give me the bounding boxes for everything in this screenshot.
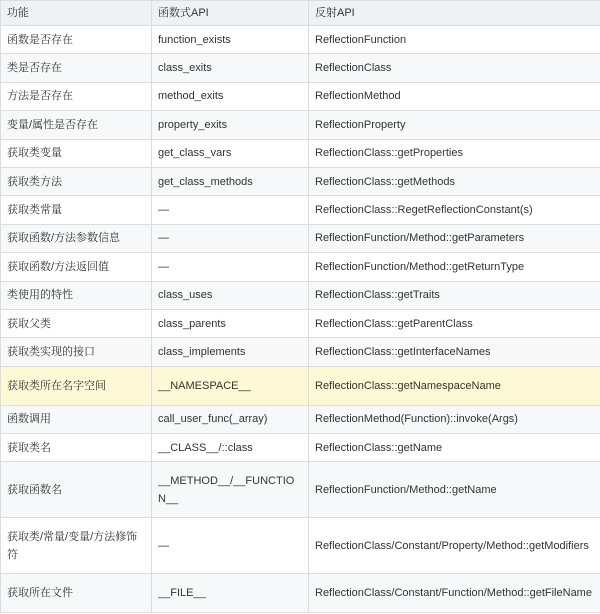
cell-feature: 获取类实现的接口 <box>1 338 152 366</box>
cell-function-api: __FILE__ <box>152 574 309 613</box>
cell-feature: 获取函数/方法返回值 <box>1 253 152 281</box>
cell-function-api: __CLASS__/::class <box>152 434 309 462</box>
table-row <box>1 82 600 110</box>
cell-function-api: — <box>152 518 309 574</box>
cell-reflection-api: ReflectionClass::getInterfaceNames <box>309 338 600 366</box>
cell-reflection-api: ReflectionFunction <box>309 26 600 54</box>
cell-feature: 函数调用 <box>1 405 152 433</box>
header-reflection-api: 反射API <box>309 1 600 26</box>
table-row-highlighted <box>1 366 600 405</box>
cell-function-api: — <box>152 253 309 281</box>
table-row <box>1 574 600 613</box>
cell-function-api: __METHOD__/__FUNCTION__ <box>152 462 309 518</box>
cell-reflection-api: ReflectionMethod <box>309 82 600 110</box>
cell-feature: 获取类名 <box>1 434 152 462</box>
header-row <box>1 1 600 26</box>
cell-feature: 获取类方法 <box>1 167 152 195</box>
cell-reflection-api: ReflectionClass::RegetReflectionConstant(s) <box>309 196 600 224</box>
table-header <box>1 1 600 26</box>
table-row <box>1 224 600 252</box>
table-row <box>1 26 600 54</box>
table-row <box>1 54 600 82</box>
cell-feature: 类使用的特性 <box>1 281 152 309</box>
cell-reflection-api: ReflectionClass/Constant/Function/Method::getFileName <box>309 574 600 613</box>
cell-feature: 获取函数名 <box>1 462 152 518</box>
cell-feature: 获取类所在名字空间 <box>1 366 152 405</box>
cell-function-api: property_exits <box>152 111 309 139</box>
table-row <box>1 139 600 167</box>
cell-feature: 获取类常量 <box>1 196 152 224</box>
cell-function-api: method_exits <box>152 82 309 110</box>
table-row <box>1 434 600 462</box>
cell-function-api: class_implements <box>152 338 309 366</box>
cell-reflection-api: ReflectionFunction/Method::getName <box>309 462 600 518</box>
cell-function-api: __NAMESPACE__ <box>152 366 309 405</box>
cell-feature: 获取类/常量/变量/方法修饰符 <box>1 518 152 574</box>
cell-feature: 函数是否存在 <box>1 26 152 54</box>
header-feature: 功能 <box>1 1 152 26</box>
cell-feature: 方法是否存在 <box>1 82 152 110</box>
cell-feature: 类是否存在 <box>1 54 152 82</box>
cell-function-api: call_user_func(_array) <box>152 405 309 433</box>
cell-function-api: get_class_vars <box>152 139 309 167</box>
table-row <box>1 462 600 518</box>
cell-reflection-api: ReflectionProperty <box>309 111 600 139</box>
table-row <box>1 338 600 366</box>
cell-reflection-api: ReflectionClass/Constant/Property/Method::getModifiers <box>309 518 600 574</box>
cell-function-api: class_uses <box>152 281 309 309</box>
cell-function-api: — <box>152 196 309 224</box>
cell-reflection-api: ReflectionClass::getMethods <box>309 167 600 195</box>
cell-function-api: get_class_methods <box>152 167 309 195</box>
cell-function-api: function_exists <box>152 26 309 54</box>
cell-reflection-api: ReflectionMethod(Function)::invoke(Args) <box>309 405 600 433</box>
cell-function-api: class_exits <box>152 54 309 82</box>
cell-reflection-api: ReflectionClass <box>309 54 600 82</box>
table-row <box>1 196 600 224</box>
cell-feature: 获取类变量 <box>1 139 152 167</box>
table-row <box>1 281 600 309</box>
cell-feature: 获取父类 <box>1 309 152 337</box>
cell-function-api: — <box>152 224 309 252</box>
cell-reflection-api: ReflectionClass::getTraits <box>309 281 600 309</box>
cell-feature: 获取函数/方法参数信息 <box>1 224 152 252</box>
cell-reflection-api: ReflectionClass::getProperties <box>309 139 600 167</box>
table-body <box>1 26 600 613</box>
cell-reflection-api: ReflectionFunction/Method::getReturnType <box>309 253 600 281</box>
table-row <box>1 111 600 139</box>
cell-feature: 变量/属性是否存在 <box>1 111 152 139</box>
cell-reflection-api: ReflectionClass::getParentClass <box>309 309 600 337</box>
cell-reflection-api: ReflectionFunction/Method::getParameters <box>309 224 600 252</box>
table-row <box>1 518 600 574</box>
table-row <box>1 253 600 281</box>
table-row <box>1 405 600 433</box>
table-row <box>1 309 600 337</box>
cell-function-api: class_parents <box>152 309 309 337</box>
table-row <box>1 167 600 195</box>
cell-feature: 获取所在文件 <box>1 574 152 613</box>
cell-reflection-api: ReflectionClass::getName <box>309 434 600 462</box>
cell-reflection-api: ReflectionClass::getNamespaceName <box>309 366 600 405</box>
header-function-api: 函数式API <box>152 1 309 26</box>
